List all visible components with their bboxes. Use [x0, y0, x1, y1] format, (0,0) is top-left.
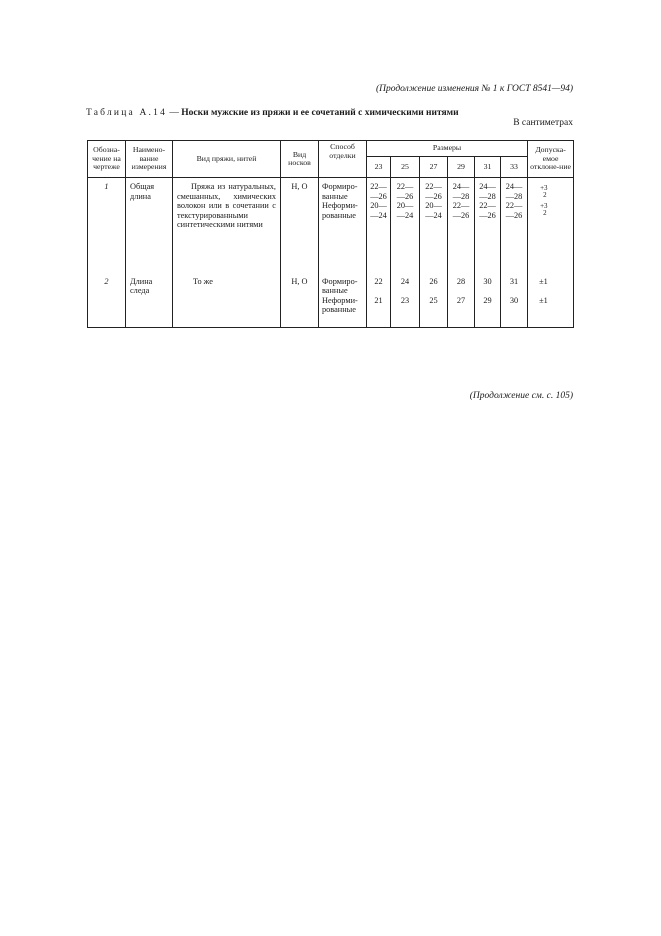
continuation-footer-note: (Продолжение см. с. 105) [469, 391, 573, 401]
row-measure-name: Длина следа [126, 273, 173, 328]
row-sock-type: Н, О [281, 273, 319, 328]
size-29-values: 24— —28 22— —26 [448, 178, 475, 273]
size-27-values: 26 25 [420, 273, 448, 328]
table-row [88, 273, 574, 328]
tolerance-unformed: +3 2 [540, 202, 548, 217]
row-designation: 1 [88, 178, 126, 273]
header-size-31: 31 [475, 157, 501, 178]
row-finish-method: Формиро- ванные Неформи- рованные [319, 178, 367, 273]
table-label: Таблица А.14 [86, 108, 168, 118]
header-designation: Обозна-чение на чертеже [88, 141, 126, 178]
header-size-33: 33 [501, 157, 528, 178]
size-31-values: 30 29 [475, 273, 501, 328]
header-size-25: 25 [391, 157, 420, 178]
header-size-23: 23 [367, 157, 391, 178]
socks-dimensions-table [87, 140, 574, 328]
header-size-29: 29 [448, 157, 475, 178]
header-size-27: 27 [420, 157, 448, 178]
tolerance-formed: +3 2 [540, 184, 548, 199]
size-33-values: 31 30 [501, 273, 528, 328]
table-title [86, 108, 459, 118]
title-dash: — [167, 108, 182, 118]
header-finish-method: Способ отделки [319, 141, 367, 178]
size-31-values: 24— —28 22— —26 [475, 178, 501, 273]
row-measure-name: Общая длина [126, 178, 173, 273]
row-designation: 2 [88, 273, 126, 328]
header-sock-type: Вид носков [281, 141, 319, 178]
header-sizes: Размеры [367, 141, 528, 157]
row-yarn-type: Пряжа из натуральных, смешанных, химических волокон или в сочетании с текстурированными синтетическими нитями [173, 178, 281, 273]
row-tolerance [528, 178, 574, 273]
size-23-values: 22 21 [367, 273, 391, 328]
table-row [88, 178, 574, 273]
header-yarn-type: Вид пряжи, нитей [173, 141, 281, 178]
size-25-values: 22— —26 20— —24 [391, 178, 420, 273]
size-23-values: 22— —26 20— —24 [367, 178, 391, 273]
size-27-values: 22— —26 20— —24 [420, 178, 448, 273]
row-yarn-type: То же [173, 273, 281, 328]
units-note: В сантиметрах [513, 118, 573, 128]
size-33-values: 24— —28 22— —26 [501, 178, 528, 273]
continuation-header-note: (Продолжение изменения № 1 к ГОСТ 8541—94) [375, 84, 573, 94]
row-tolerance: ±1 ±1 [528, 273, 574, 328]
row-finish-method: Формиро- ванные Неформи- рованные [319, 273, 367, 328]
size-29-values: 28 27 [448, 273, 475, 328]
table-caption: Носки мужские из пряжи и ее сочетаний с химическими нитями [181, 108, 459, 118]
row-sock-type: Н, О [281, 178, 319, 273]
header-measure-name: Наимено-вание измерения [126, 141, 173, 178]
header-tolerance: Допуска-емое отклоне-ние [528, 141, 574, 178]
size-25-values: 24 23 [391, 273, 420, 328]
